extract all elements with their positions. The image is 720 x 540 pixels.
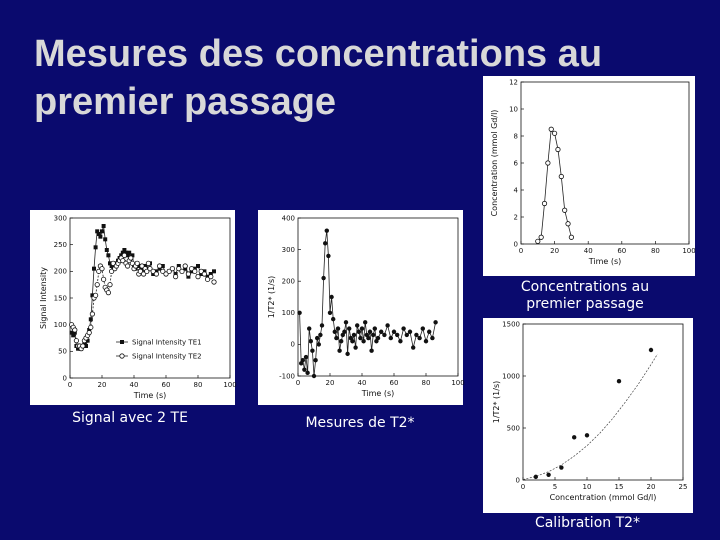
x-tick-label: 40 (357, 379, 367, 387)
x-tick-label: 60 (617, 247, 627, 255)
data-point (320, 323, 324, 327)
data-point (196, 274, 200, 278)
fit-curve (523, 354, 657, 479)
x-tick-label: 40 (129, 381, 139, 389)
data-point (157, 264, 161, 268)
y-tick-label: 250 (53, 241, 67, 249)
data-point (433, 320, 437, 324)
data-point (559, 465, 563, 469)
x-tick-label: 60 (389, 379, 399, 387)
x-tick-label: 0 (67, 381, 73, 389)
y-tick-label: 500 (506, 424, 520, 433)
data-point (135, 261, 139, 265)
data-point (318, 333, 322, 337)
caption-t2: Mesures de T2* (305, 415, 415, 431)
data-point (331, 317, 335, 321)
caption-calib: Calibration T2* (534, 515, 641, 531)
series-line (300, 231, 436, 376)
caption-conc: Concentrations au premier passage (520, 279, 650, 312)
x-tick-label: 0 (518, 247, 524, 255)
data-point (392, 330, 396, 334)
data-point (100, 266, 104, 270)
data-point (566, 222, 570, 226)
data-point (125, 264, 129, 268)
data-point (93, 293, 97, 297)
data-point (546, 161, 550, 165)
data-point (539, 235, 543, 239)
data-point (371, 333, 375, 337)
data-point (345, 352, 349, 356)
y-tick-label: 0 (290, 340, 295, 349)
data-point (94, 245, 98, 249)
data-point (317, 342, 321, 346)
x-tick-label: 80 (650, 247, 660, 255)
data-point (302, 367, 306, 371)
data-point (585, 433, 589, 437)
y-tick-label: 12 (509, 78, 518, 87)
y-tick-label: 200 (281, 277, 295, 286)
series-line (72, 226, 214, 349)
t2-chart-panel (258, 210, 463, 405)
data-point (424, 339, 428, 343)
data-point (337, 349, 341, 353)
data-point (569, 235, 573, 239)
y-tick-label: 300 (281, 245, 295, 254)
x-tick-label: 20 (325, 379, 335, 387)
x-tick-label: 100 (682, 247, 696, 255)
x-tick-label: 80 (421, 379, 431, 387)
data-point (170, 266, 174, 270)
data-point (395, 333, 399, 337)
data-point (106, 290, 110, 294)
y-tick-label: 0 (515, 476, 520, 485)
data-point (342, 330, 346, 334)
data-point (307, 326, 311, 330)
data-point (323, 241, 327, 245)
x-tick-label: 20 (646, 483, 656, 491)
data-point (98, 235, 102, 239)
data-point (347, 326, 351, 330)
y-tick-label: 100 (281, 309, 295, 318)
data-point (326, 254, 330, 258)
x-axis-label: Time (s) (133, 391, 167, 400)
data-point (209, 274, 213, 278)
data-point (173, 274, 177, 278)
calibration-chart (483, 318, 693, 513)
data-point (108, 282, 112, 286)
signal-intensity-chart (30, 210, 235, 405)
data-point (183, 264, 187, 268)
data-point (534, 475, 538, 479)
data-point (363, 320, 367, 324)
y-tick-label: 4 (513, 186, 518, 195)
data-point (358, 336, 362, 340)
data-point (186, 272, 190, 276)
data-point (146, 261, 150, 265)
data-point (344, 320, 348, 324)
data-point (398, 339, 402, 343)
data-point (297, 311, 301, 315)
data-point (379, 330, 383, 334)
data-point (572, 435, 576, 439)
concentration-chart (483, 76, 695, 276)
y-tick-label: -100 (279, 372, 295, 381)
x-tick-label: 5 (552, 483, 558, 491)
data-point (552, 131, 556, 135)
data-point (90, 312, 94, 316)
y-axis-label: Concentration (mmol Gd/l) (490, 109, 499, 217)
conc-chart-panel (483, 76, 695, 276)
data-point (81, 344, 85, 348)
data-point (92, 267, 96, 271)
data-point (401, 326, 405, 330)
data-point (102, 224, 106, 228)
data-point (89, 325, 93, 329)
data-point (408, 330, 412, 334)
y-tick-label: 1000 (502, 372, 520, 381)
x-tick-label: 25 (678, 483, 688, 491)
data-point (301, 358, 305, 362)
y-tick-label: 0 (513, 240, 518, 249)
data-point (321, 276, 325, 280)
data-point (430, 336, 434, 340)
data-point (309, 339, 313, 343)
data-point (334, 336, 338, 340)
data-point (100, 229, 104, 233)
data-point (103, 237, 107, 241)
x-tick-label: 15 (614, 483, 624, 491)
data-point (376, 336, 380, 340)
data-point (414, 333, 418, 337)
data-point (382, 333, 386, 337)
data-point (154, 272, 158, 276)
x-axis-label: Time (s) (588, 257, 622, 266)
data-point (427, 330, 431, 334)
data-point (106, 253, 110, 257)
data-point (421, 326, 425, 330)
data-point (361, 339, 365, 343)
y-axis-label: 1/T2* (1/s) (267, 275, 276, 319)
x-tick-label: 0 (520, 483, 526, 491)
data-point (373, 326, 377, 330)
data-point (357, 330, 361, 334)
y-tick-label: 1500 (502, 320, 520, 329)
caption-signal: Signal avec 2 TE (72, 410, 188, 426)
data-point (617, 379, 621, 383)
data-point (325, 228, 329, 232)
signal-chart-panel (30, 210, 235, 405)
t2-measurement-chart (258, 210, 463, 405)
x-tick-label: 40 (583, 247, 593, 255)
data-point (196, 264, 200, 268)
x-tick-label: 20 (550, 247, 560, 255)
data-point (385, 323, 389, 327)
data-point (353, 345, 357, 349)
data-point (212, 280, 216, 284)
data-point (411, 345, 415, 349)
x-tick-label: 20 (97, 381, 107, 389)
legend-marker (120, 340, 124, 344)
y-axis-label: Signal Intensity (39, 267, 48, 329)
data-point (562, 208, 566, 212)
x-axis-label: Time (s) (361, 389, 395, 398)
data-point (366, 336, 370, 340)
x-axis-label: Concentration (mmol Gd/l) (549, 493, 657, 502)
data-point (313, 358, 317, 362)
data-point (87, 330, 91, 334)
data-point (315, 336, 319, 340)
x-tick-label: 100 (223, 381, 237, 389)
data-point (336, 326, 340, 330)
data-point (405, 333, 409, 337)
data-point (312, 374, 316, 378)
data-point (649, 348, 653, 352)
legend-label: Signal Intensity TE2 (132, 352, 202, 361)
x-tick-label: 100 (451, 379, 465, 387)
y-tick-label: 0 (62, 374, 67, 383)
data-point (101, 277, 105, 281)
y-tick-label: 400 (281, 214, 295, 223)
legend-marker (120, 354, 124, 358)
data-point (74, 338, 78, 342)
data-point (95, 282, 99, 286)
data-point (73, 328, 77, 332)
y-tick-label: 300 (53, 214, 67, 223)
y-tick-label: 100 (53, 321, 67, 329)
legend-label: Signal Intensity TE1 (132, 338, 202, 347)
data-point (180, 269, 184, 273)
data-point (304, 355, 308, 359)
data-point (389, 336, 393, 340)
data-point (202, 272, 206, 276)
x-tick-label: 60 (161, 381, 171, 389)
data-point (368, 330, 372, 334)
data-point (310, 349, 314, 353)
data-point (559, 174, 563, 178)
x-tick-label: 10 (582, 483, 592, 491)
slide-title: Mesures des concentrations au premier passage (34, 33, 603, 123)
data-point (556, 147, 560, 151)
data-point (549, 127, 553, 131)
y-tick-label: 2 (513, 213, 518, 222)
data-point (193, 269, 197, 273)
calib-chart-panel (483, 318, 693, 513)
x-tick-label: 0 (295, 379, 301, 387)
y-tick-label: 150 (53, 294, 67, 303)
data-point (355, 323, 359, 327)
data-point (129, 256, 133, 260)
data-point (360, 326, 364, 330)
data-point (352, 333, 356, 337)
data-point (329, 295, 333, 299)
y-tick-label: 10 (509, 105, 518, 114)
data-point (536, 239, 540, 243)
data-point (333, 330, 337, 334)
y-tick-label: 50 (58, 347, 67, 356)
data-point (105, 248, 109, 252)
data-point (305, 371, 309, 375)
data-point (122, 253, 126, 257)
y-axis-label: 1/T2* (1/s) (492, 380, 501, 424)
plot-frame (523, 324, 683, 480)
data-point (369, 349, 373, 353)
y-tick-label: 8 (513, 132, 518, 141)
data-point (417, 336, 421, 340)
y-tick-label: 200 (53, 267, 67, 276)
data-point (546, 473, 550, 477)
data-point (350, 339, 354, 343)
x-tick-label: 80 (193, 381, 203, 389)
data-point (328, 311, 332, 315)
y-tick-label: 6 (513, 159, 518, 168)
data-point (212, 269, 216, 273)
data-point (542, 201, 546, 205)
plot-frame (298, 218, 458, 376)
data-point (339, 339, 343, 343)
